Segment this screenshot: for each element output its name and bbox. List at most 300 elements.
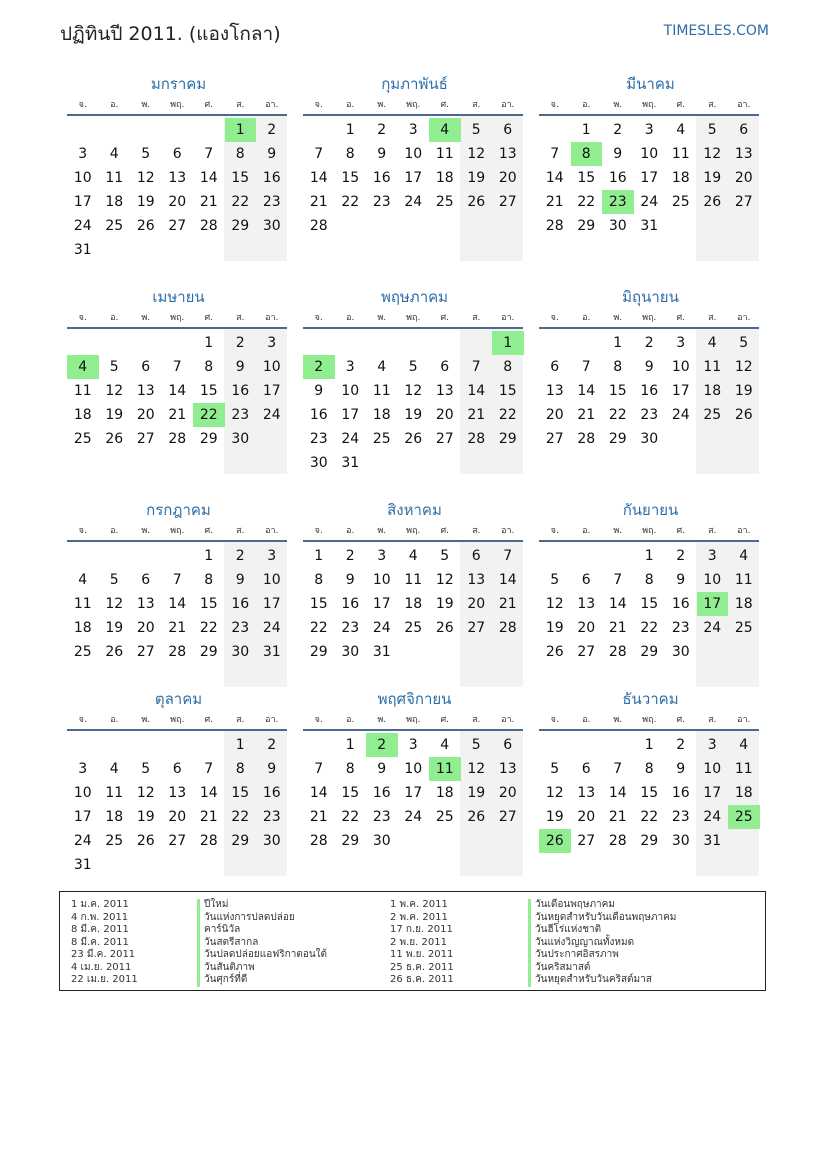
day-cell: 4	[739, 737, 749, 753]
day-cell: 2	[267, 122, 277, 138]
day-cell: 18	[73, 620, 92, 636]
day-cell: 18	[435, 170, 454, 186]
day-cell: 9	[314, 383, 324, 399]
day-cell: 25	[435, 194, 454, 210]
day-cell: 16	[341, 596, 360, 612]
day-cell: 23	[262, 809, 281, 825]
weekday-header: อ.	[346, 100, 355, 110]
day-cell: 24	[404, 809, 423, 825]
day-cell: 15	[608, 383, 627, 399]
day-cell: 22	[577, 194, 596, 210]
weekday-header: อ.	[582, 526, 591, 536]
header-rule	[67, 114, 287, 116]
day-cell: 7	[314, 146, 324, 162]
day-cell: 14	[309, 785, 328, 801]
day-cell: 1	[644, 737, 654, 753]
day-cell: 28	[577, 431, 596, 447]
holiday-date: 17 ก.ย. 2011	[390, 924, 453, 935]
day-cell: 25	[734, 620, 753, 636]
day-cell: 7	[471, 359, 481, 375]
header-rule	[303, 729, 523, 731]
day-cell: 21	[168, 407, 187, 423]
day-cell: 16	[372, 785, 391, 801]
day-cell: 16	[231, 383, 250, 399]
day-cell: 20	[498, 785, 517, 801]
day-cell: 28	[545, 218, 564, 234]
header-rule	[303, 327, 523, 329]
holiday-date: 2 พ.ค. 2011	[390, 911, 448, 923]
day-cell: 20	[136, 620, 155, 636]
weekday-header: อ.	[110, 715, 119, 725]
day-cell: 14	[309, 170, 328, 186]
weekday-header: ศ.	[676, 313, 686, 323]
day-cell: 15	[199, 596, 218, 612]
day-cell: 18	[105, 194, 124, 210]
day-cell: 5	[141, 761, 151, 777]
day-cell: 10	[372, 572, 391, 588]
day-cell: 10	[73, 170, 92, 186]
day-cell: 24	[262, 620, 281, 636]
day-cell: 30	[671, 644, 690, 660]
weekday-header: อา.	[737, 100, 751, 110]
day-cell: 28	[168, 644, 187, 660]
weekday-header: อา.	[265, 100, 279, 110]
day-cell: 4	[408, 548, 418, 564]
header-rule	[67, 729, 287, 731]
day-cell: 21	[608, 809, 627, 825]
weekday-header: พ.	[141, 100, 151, 110]
day-cell: 22	[341, 194, 360, 210]
day-cell: 6	[581, 572, 591, 588]
day-cell: 28	[608, 644, 627, 660]
day-cell: 16	[372, 170, 391, 186]
day-cell: 23	[671, 809, 690, 825]
day-cell: 31	[372, 644, 391, 660]
day-cell: 9	[676, 572, 686, 588]
day-cell: 17	[703, 785, 722, 801]
day-cell: 19	[734, 383, 753, 399]
day-cell: 5	[550, 761, 560, 777]
holiday-name: ปีใหม่	[197, 899, 327, 912]
day-cell: 29	[231, 218, 250, 234]
weekday-header: พ.	[613, 715, 623, 725]
day-cell: 28	[608, 833, 627, 849]
day-cell: 3	[644, 122, 654, 138]
weekday-header: อ.	[346, 526, 355, 536]
day-cell: 19	[467, 785, 486, 801]
holiday-day-cell: 23	[602, 190, 634, 214]
holiday-day-cell: 2	[366, 733, 398, 757]
weekday-header: อา.	[501, 526, 515, 536]
weekday-header: จ.	[78, 313, 87, 323]
month-name: กันยายน	[622, 501, 679, 519]
day-cell: 10	[262, 572, 281, 588]
day-cell: 18	[105, 809, 124, 825]
weekday-header: ศ.	[440, 526, 450, 536]
holiday-date: 22 เม.ย. 2011	[71, 974, 138, 985]
day-cell: 10	[703, 572, 722, 588]
day-cell: 26	[467, 809, 486, 825]
month-name: มิถุนายน	[622, 288, 679, 306]
holiday-dates-right	[390, 899, 454, 987]
weekday-header: ส.	[472, 100, 481, 110]
day-cell: 23	[231, 620, 250, 636]
day-cell: 18	[404, 596, 423, 612]
day-cell: 23	[640, 407, 659, 423]
day-cell: 29	[577, 218, 596, 234]
day-cell: 28	[199, 218, 218, 234]
day-cell: 26	[467, 194, 486, 210]
day-cell: 16	[309, 407, 328, 423]
day-cell: 17	[73, 194, 92, 210]
day-cell: 16	[608, 170, 627, 186]
day-cell: 25	[703, 407, 722, 423]
day-cell: 3	[377, 548, 387, 564]
day-cell: 16	[671, 785, 690, 801]
day-cell: 11	[73, 383, 92, 399]
day-cell: 22	[231, 809, 250, 825]
day-cell: 7	[581, 359, 591, 375]
day-cell: 29	[498, 431, 517, 447]
day-cell: 15	[341, 170, 360, 186]
day-cell: 30	[640, 431, 659, 447]
day-cell: 1	[204, 335, 214, 351]
day-cell: 25	[435, 809, 454, 825]
weekday-header: ส.	[708, 100, 717, 110]
day-cell: 1	[613, 335, 623, 351]
day-cell: 12	[105, 383, 124, 399]
weekday-header: ศ.	[676, 715, 686, 725]
day-cell: 29	[309, 644, 328, 660]
weekday-header: อ.	[346, 715, 355, 725]
day-cell: 12	[136, 785, 155, 801]
day-cell: 11	[105, 170, 124, 186]
weekday-header: พ.	[377, 526, 387, 536]
day-cell: 5	[408, 359, 418, 375]
day-cell: 24	[73, 218, 92, 234]
weekday-header: จ.	[314, 715, 323, 725]
weekday-header: พ.	[141, 526, 151, 536]
holiday-day-cell: 11	[429, 757, 461, 781]
day-cell: 20	[168, 194, 187, 210]
day-cell: 9	[267, 761, 277, 777]
month-name: มกราคม	[150, 75, 207, 93]
weekday-header: พฤ.	[406, 313, 421, 323]
holiday-day-cell: 26	[539, 829, 571, 853]
holiday-name: วันหยุดสำหรับวันเดือนพฤษภาคม	[528, 912, 676, 925]
day-cell: 10	[404, 146, 423, 162]
weekday-header: อ.	[110, 313, 119, 323]
day-cell: 6	[172, 146, 182, 162]
day-cell: 26	[105, 431, 124, 447]
weekday-header: จ.	[314, 313, 323, 323]
day-cell: 11	[404, 572, 423, 588]
day-cell: 1	[204, 548, 214, 564]
day-cell: 18	[734, 596, 753, 612]
day-cell: 27	[498, 194, 517, 210]
day-cell: 19	[467, 170, 486, 186]
day-cell: 23	[309, 431, 328, 447]
day-cell: 12	[545, 596, 564, 612]
weekday-header: พฤ.	[642, 313, 657, 323]
day-cell: 9	[345, 572, 355, 588]
weekday-header: พฤ.	[642, 100, 657, 110]
weekday-header: พ.	[613, 313, 623, 323]
weekday-header: ศ.	[440, 715, 450, 725]
day-cell: 7	[613, 572, 623, 588]
day-cell: 2	[267, 737, 277, 753]
day-cell: 25	[73, 431, 92, 447]
weekday-header: ศ.	[204, 715, 214, 725]
day-cell: 22	[498, 407, 517, 423]
holiday-date: 4 ก.พ. 2011	[71, 911, 129, 923]
day-cell: 6	[172, 761, 182, 777]
day-cell: 4	[440, 737, 450, 753]
day-cell: 24	[73, 833, 92, 849]
month-name: สิงหาคม	[387, 501, 442, 519]
day-cell: 19	[703, 170, 722, 186]
day-cell: 16	[640, 383, 659, 399]
holiday-name: วันสันติภาพ	[197, 962, 327, 975]
day-cell: 13	[498, 146, 517, 162]
weekday-header: ส.	[472, 715, 481, 725]
header-rule	[539, 327, 759, 329]
holiday-name: วันแห่งการปลดปล่อย	[197, 912, 327, 925]
day-cell: 14	[608, 785, 627, 801]
day-cell: 24	[372, 620, 391, 636]
day-cell: 16	[262, 785, 281, 801]
day-cell: 8	[613, 359, 623, 375]
weekday-header: อ.	[582, 715, 591, 725]
day-cell: 25	[372, 431, 391, 447]
day-cell: 30	[262, 218, 281, 234]
holiday-day-cell: 4	[67, 355, 99, 379]
day-cell: 22	[608, 407, 627, 423]
day-cell: 6	[503, 737, 513, 753]
day-cell: 21	[577, 407, 596, 423]
weekday-header: พ.	[141, 715, 151, 725]
weekday-header: จ.	[78, 526, 87, 536]
day-cell: 30	[341, 644, 360, 660]
day-cell: 14	[577, 383, 596, 399]
header-rule	[67, 540, 287, 542]
holiday-dates-left	[71, 899, 138, 987]
month-name: ตุลาคม	[154, 690, 203, 708]
weekday-header: พฤ.	[406, 715, 421, 725]
weekday-header: พฤ.	[642, 715, 657, 725]
holiday-day-cell: 1	[225, 118, 257, 142]
day-cell: 8	[235, 761, 245, 777]
day-cell: 20	[498, 170, 517, 186]
day-cell: 2	[644, 335, 654, 351]
holiday-date: 23 มี.ค. 2011	[71, 949, 136, 960]
day-cell: 17	[640, 170, 659, 186]
day-cell: 23	[341, 620, 360, 636]
day-cell: 11	[671, 146, 690, 162]
holiday-date: 26 ธ.ค. 2011	[390, 974, 454, 985]
weekday-header: ศ.	[676, 526, 686, 536]
weekday-header: พ.	[613, 526, 623, 536]
weekday-header: อา.	[501, 715, 515, 725]
weekday-header: พฤ.	[170, 526, 185, 536]
day-cell: 29	[640, 833, 659, 849]
weekday-header: พ.	[141, 313, 151, 323]
weekday-header: อา.	[265, 313, 279, 323]
day-cell: 7	[550, 146, 560, 162]
weekday-header: พ.	[377, 313, 387, 323]
day-cell: 30	[309, 455, 328, 471]
day-cell: 29	[640, 644, 659, 660]
weekday-header: ส.	[472, 526, 481, 536]
day-cell: 21	[467, 407, 486, 423]
day-cell: 15	[640, 596, 659, 612]
day-cell: 5	[109, 572, 119, 588]
day-cell: 14	[168, 596, 187, 612]
weekday-header: อา.	[501, 100, 515, 110]
day-cell: 6	[141, 359, 151, 375]
day-cell: 17	[404, 785, 423, 801]
day-cell: 31	[73, 857, 92, 873]
day-cell: 10	[73, 785, 92, 801]
day-cell: 11	[372, 383, 391, 399]
day-cell: 17	[262, 596, 281, 612]
day-cell: 25	[105, 833, 124, 849]
header-rule	[67, 327, 287, 329]
holiday-day-cell: 2	[303, 355, 335, 379]
day-cell: 6	[581, 761, 591, 777]
day-cell: 15	[341, 785, 360, 801]
day-cell: 11	[435, 146, 454, 162]
day-cell: 27	[168, 218, 187, 234]
header-rule	[303, 114, 523, 116]
day-cell: 5	[739, 335, 749, 351]
day-cell: 4	[377, 359, 387, 375]
day-cell: 28	[498, 620, 517, 636]
day-cell: 2	[613, 122, 623, 138]
day-cell: 24	[703, 620, 722, 636]
day-cell: 3	[676, 335, 686, 351]
day-cell: 20	[577, 809, 596, 825]
day-cell: 8	[345, 761, 355, 777]
header-rule	[539, 540, 759, 542]
holiday-day-cell: 17	[697, 592, 729, 616]
weekday-header: อ.	[582, 100, 591, 110]
month-name: พฤษภาคม	[380, 288, 449, 306]
day-cell: 24	[640, 194, 659, 210]
day-cell: 21	[199, 809, 218, 825]
day-cell: 19	[136, 194, 155, 210]
day-cell: 22	[199, 620, 218, 636]
site-link[interactable]: TIMESLES.COM	[663, 23, 769, 39]
header-rule	[303, 540, 523, 542]
weekday-header: อา.	[737, 313, 751, 323]
day-cell: 10	[671, 359, 690, 375]
day-cell: 31	[640, 218, 659, 234]
day-cell: 3	[345, 359, 355, 375]
day-cell: 2	[377, 122, 387, 138]
day-cell: 2	[235, 548, 245, 564]
day-cell: 30	[372, 833, 391, 849]
day-cell: 7	[172, 572, 182, 588]
day-cell: 6	[739, 122, 749, 138]
day-cell: 18	[372, 407, 391, 423]
weekday-header: จ.	[550, 526, 559, 536]
day-cell: 27	[168, 833, 187, 849]
day-cell: 13	[734, 146, 753, 162]
holiday-day-cell: 4	[429, 118, 461, 142]
day-cell: 14	[199, 170, 218, 186]
day-cell: 21	[545, 194, 564, 210]
day-cell: 20	[545, 407, 564, 423]
weekday-header: พฤ.	[170, 715, 185, 725]
weekday-header: จ.	[314, 526, 323, 536]
weekday-header: ส.	[236, 526, 245, 536]
day-cell: 3	[267, 335, 277, 351]
day-cell: 13	[545, 383, 564, 399]
day-cell: 28	[199, 833, 218, 849]
day-cell: 29	[199, 431, 218, 447]
day-cell: 12	[545, 785, 564, 801]
holiday-name: วันปลดปล่อยแอฟริกาตอนใต้	[197, 949, 327, 962]
day-cell: 14	[608, 596, 627, 612]
day-cell: 28	[309, 833, 328, 849]
day-cell: 16	[671, 596, 690, 612]
day-cell: 7	[613, 761, 623, 777]
holiday-day-cell: 1	[492, 331, 524, 355]
day-cell: 7	[204, 761, 214, 777]
weekday-header: พ.	[613, 100, 623, 110]
day-cell: 3	[78, 146, 88, 162]
day-cell: 15	[309, 596, 328, 612]
weekday-header: ศ.	[204, 313, 214, 323]
day-cell: 15	[199, 383, 218, 399]
day-cell: 8	[644, 761, 654, 777]
day-cell: 20	[577, 620, 596, 636]
day-cell: 2	[235, 335, 245, 351]
day-cell: 25	[105, 218, 124, 234]
day-cell: 21	[199, 194, 218, 210]
day-cell: 21	[168, 620, 187, 636]
day-cell: 6	[550, 359, 560, 375]
day-cell: 19	[545, 620, 564, 636]
day-cell: 27	[498, 809, 517, 825]
weekday-header: พ.	[377, 715, 387, 725]
day-cell: 9	[613, 146, 623, 162]
holiday-day-cell: 8	[571, 142, 603, 166]
day-cell: 23	[671, 620, 690, 636]
day-cell: 28	[168, 431, 187, 447]
day-cell: 27	[545, 431, 564, 447]
day-cell: 5	[550, 572, 560, 588]
day-cell: 26	[435, 620, 454, 636]
day-cell: 27	[577, 833, 596, 849]
day-cell: 4	[707, 335, 717, 351]
day-cell: 17	[671, 383, 690, 399]
weekday-header: อา.	[737, 526, 751, 536]
day-cell: 27	[435, 431, 454, 447]
day-cell: 1	[345, 122, 355, 138]
day-cell: 15	[577, 170, 596, 186]
day-cell: 11	[703, 359, 722, 375]
day-cell: 26	[136, 833, 155, 849]
day-cell: 12	[136, 170, 155, 186]
day-cell: 26	[105, 644, 124, 660]
day-cell: 13	[577, 785, 596, 801]
weekday-header: ส.	[472, 313, 481, 323]
day-cell: 20	[136, 407, 155, 423]
day-cell: 4	[78, 572, 88, 588]
day-cell: 7	[503, 548, 513, 564]
